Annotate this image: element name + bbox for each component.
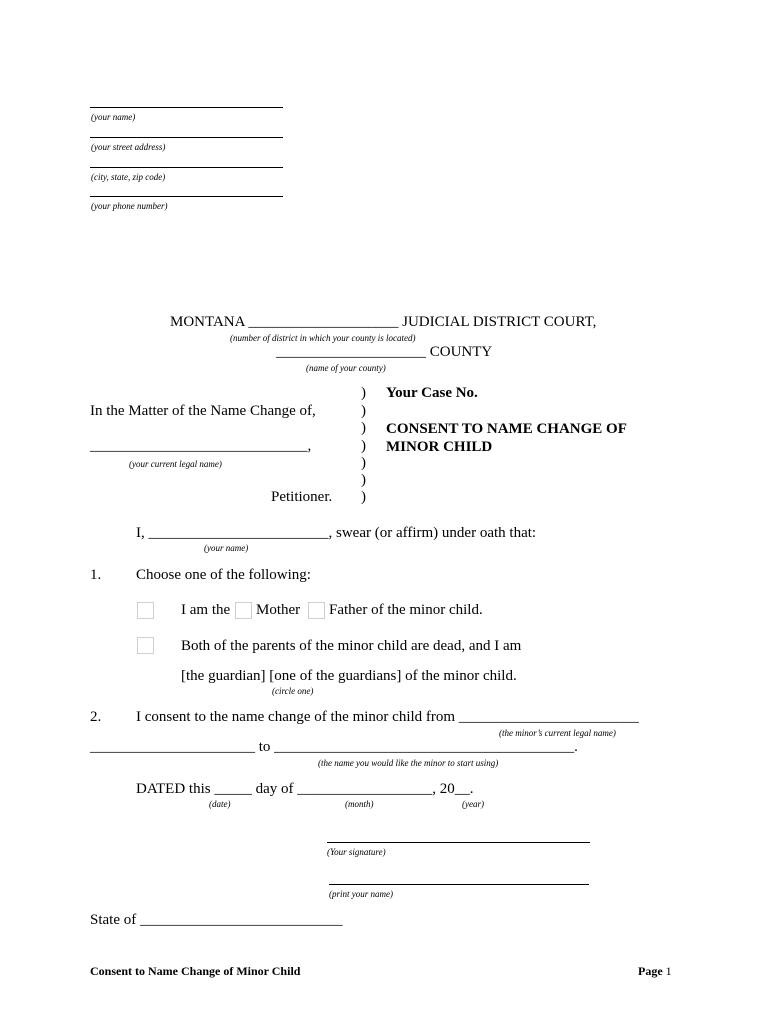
item1-number: 1. xyxy=(90,567,102,583)
item2-number: 2. xyxy=(90,709,102,725)
phone-number-line[interactable] xyxy=(90,196,283,197)
month-hint: (month) xyxy=(345,799,374,809)
county-line: ____________________ COUNTY xyxy=(276,344,493,360)
caption-paren: ) xyxy=(361,420,366,436)
phone-number-hint: (your phone number) xyxy=(91,201,168,211)
option-parent-text: I am the xyxy=(181,602,231,618)
petitioner-label: Petitioner. xyxy=(271,489,333,505)
document-title-line2: MINOR CHILD xyxy=(386,439,493,455)
caption-paren: ) xyxy=(361,438,366,454)
current-legal-name-hint: (your current legal name) xyxy=(129,459,222,469)
caption-paren: ) xyxy=(361,403,366,419)
oath-name-hint: (your name) xyxy=(204,543,249,553)
option-guardian-text: Both of the parents of the minor child are dead, and I am xyxy=(181,638,522,654)
caption-paren: ) xyxy=(361,489,366,505)
date-hint: (date) xyxy=(209,799,231,809)
document-title: CONSENT TO NAME CHANGE OF xyxy=(386,421,627,437)
circle-one-hint: (circle one) xyxy=(272,686,314,696)
footer-title: Consent to Name Change of Minor Child xyxy=(90,964,301,978)
dated-line[interactable]: DATED this _____ day of __________________, 20__. xyxy=(136,781,474,797)
matter-text: In the Matter of the Name Change of, xyxy=(90,403,316,419)
item2-name-lines[interactable]: ______________________ to ________________________________________. xyxy=(90,739,578,755)
caption-paren: ) xyxy=(361,472,366,488)
print-name-line[interactable] xyxy=(329,884,589,885)
city-state-zip-hint: (city, state, zip code) xyxy=(91,172,166,182)
year-hint: (year) xyxy=(462,799,484,809)
guardian-choice-text[interactable]: [the guardian] [one of the guardians] of the minor child. xyxy=(181,668,517,684)
caption-paren: ) xyxy=(361,455,366,471)
oath-statement: I, ________________________, swear (or affirm) under oath that: xyxy=(136,525,537,541)
new-name-hint: (the name you would like the minor to start using) xyxy=(318,758,499,768)
signature-hint: (Your signature) xyxy=(327,847,386,857)
court-heading: MONTANA ____________________ JUDICIAL DISTRICT COURT, xyxy=(170,314,597,330)
item2-text: I consent to the name change of the minor child from ________________________ xyxy=(136,709,639,725)
county-hint: (name of your county) xyxy=(306,363,386,373)
mother-label: Mother xyxy=(256,602,301,618)
father-label: Father of the minor child. xyxy=(329,602,483,618)
option-parent-checkbox[interactable] xyxy=(137,602,154,619)
page-label: Page xyxy=(638,964,663,978)
state-of-line[interactable]: State of ___________________________ xyxy=(90,912,343,928)
print-name-hint: (print your name) xyxy=(329,889,393,899)
option-guardian-checkbox[interactable] xyxy=(137,637,154,654)
city-state-zip-line[interactable] xyxy=(90,167,283,168)
your-name-line[interactable] xyxy=(90,107,283,108)
your-name-hint: (your name) xyxy=(91,112,136,122)
district-hint: (number of district in which your county is located) xyxy=(230,333,416,343)
street-address-hint: (your street address) xyxy=(91,142,166,152)
current-legal-name-line[interactable]: _____________________________, xyxy=(90,438,312,454)
case-number-label: Your Case No. xyxy=(386,385,478,401)
caption-paren: ) xyxy=(361,385,366,401)
signature-line[interactable] xyxy=(327,842,590,843)
page-number: 1 xyxy=(665,964,672,978)
father-checkbox[interactable] xyxy=(308,602,325,619)
page-indicator xyxy=(638,964,672,979)
minor-current-name-hint: (the minor’s current legal name) xyxy=(499,728,616,738)
mother-checkbox[interactable] xyxy=(235,602,252,619)
item1-heading: Choose one of the following: xyxy=(136,567,311,583)
street-address-line[interactable] xyxy=(90,137,283,138)
